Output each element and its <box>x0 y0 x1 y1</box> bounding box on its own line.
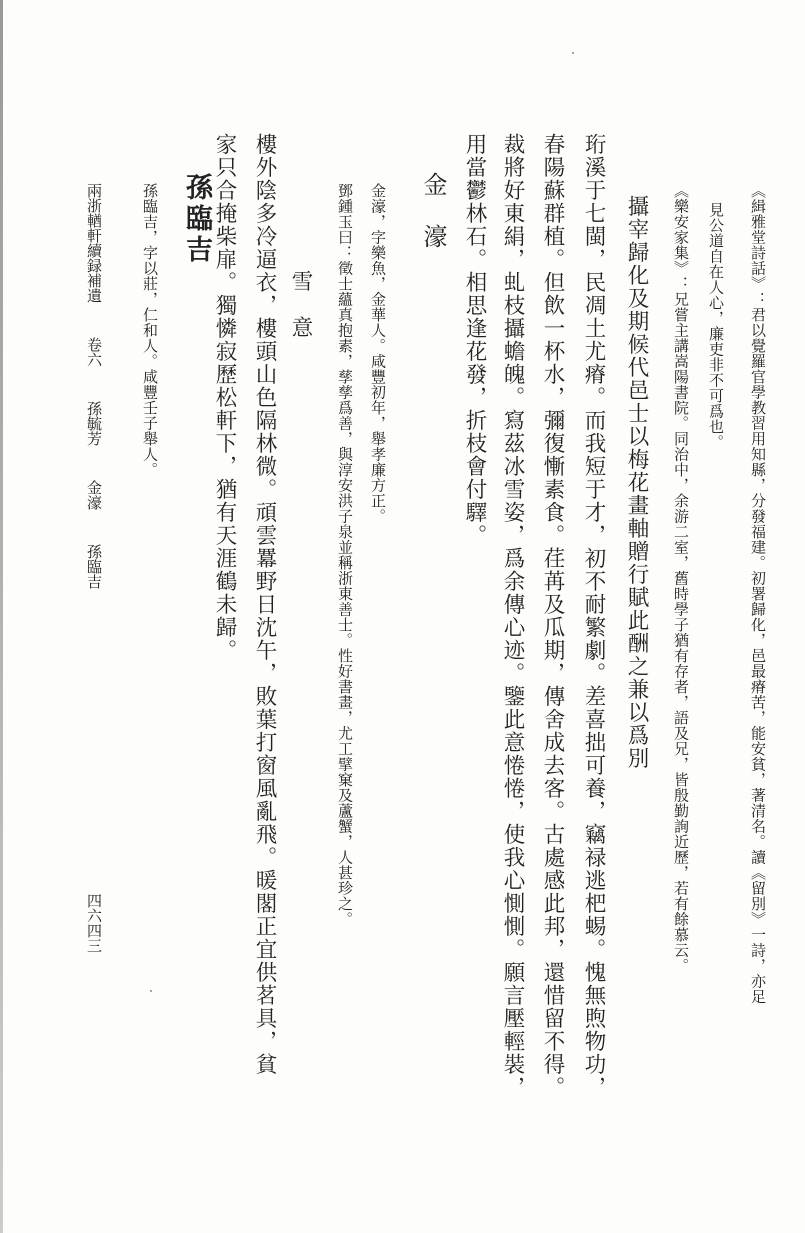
speck <box>150 990 152 992</box>
poem-line-3: 裁將好東絹，虬枝攝蟾魄。寫茲冰雪姿，爲余傳心迹。鑒此意惓惓，使我心惻惻。願言壓輕裝， <box>500 133 525 1099</box>
running-name-1: 孫毓芳 <box>85 401 103 446</box>
poem-line-1: 珩溪于七閩，民凋土尤瘠。而我短于才，初不耐繁劇。差喜拙可養，竊禄逃杷蜴。愧無煦物功， <box>581 133 606 1099</box>
speck <box>572 52 574 54</box>
author-bio-jin-hao: 金濠，字樂魚，金華人。咸豐初年，舉孝廉方正。 <box>369 183 387 524</box>
text-column-note-3: 《樂安家集》：兄嘗主講嵩陽書院。同治中，余游二室，舊時學子猶有存者，語及兄，皆殷勤詢近歷，若有餘慕云。 <box>672 183 690 974</box>
author-bio-sun-linji: 孫臨吉，字以莊，仁和人。咸豐壬子舉人。 <box>141 183 159 478</box>
poem-title-xue-yi: 雪 意 <box>288 270 313 339</box>
volume-label: 卷六 <box>85 337 103 367</box>
poem-xue-yi-line-1: 樓外陰多冷逼衣，樓頭山色隔林微。頑雲羃野日沈午，敗葉打窗風亂飛。暖閣正宜供茗具，貧 <box>252 133 277 1076</box>
author-comment-jin-hao: 鄧鍾玉曰：徵士蘊真抱素，孳孳爲善，與淳安洪子泉並稱浙東善士。性好書畫，尤工擘窠及蘆蟹，人甚珍之。 <box>336 183 354 927</box>
running-name-3: 孫臨吉 <box>85 544 103 589</box>
poem-xue-yi-line-2: 家只合掩柴扉。獨憐寂歷松軒下，猶有天涯鶴未歸。 <box>212 133 237 662</box>
text-column-note-1: 《緝雅堂詩話》：君以覺羅官學教習用知縣，分發福建。初署歸化，邑最瘠苦，能安貧，著清名。讀《留別》一詩，亦足 <box>749 183 767 1005</box>
author-heading-sun-linji: 孫臨吉 <box>181 173 212 266</box>
page-edge-shadow <box>0 0 3 1233</box>
book-title: 兩浙輶軒續録補遺 <box>85 183 103 303</box>
poem-line-2: 春陽蘇群植。但飲一杯水，彌復慚素食。荏苒及瓜期，傳舍成去客。古處感此邦，還惜留不得。 <box>540 133 565 1099</box>
running-name-2: 金濠 <box>85 480 103 510</box>
page-number: 四六四三 <box>85 893 103 953</box>
running-head <box>86 183 101 589</box>
poem-line-4: 用當鬱林石。相思逢花發，折枝會付驛。 <box>462 133 487 547</box>
poem-title: 攝宰歸化及期候代邑士以梅花畫軸贈行賦此酬之兼以爲別 <box>624 195 649 770</box>
text-column-note-2: 見公道自在人心，廉吏非不可爲也。 <box>707 202 725 450</box>
author-heading-jin-hao: 金 濠 <box>419 172 447 250</box>
